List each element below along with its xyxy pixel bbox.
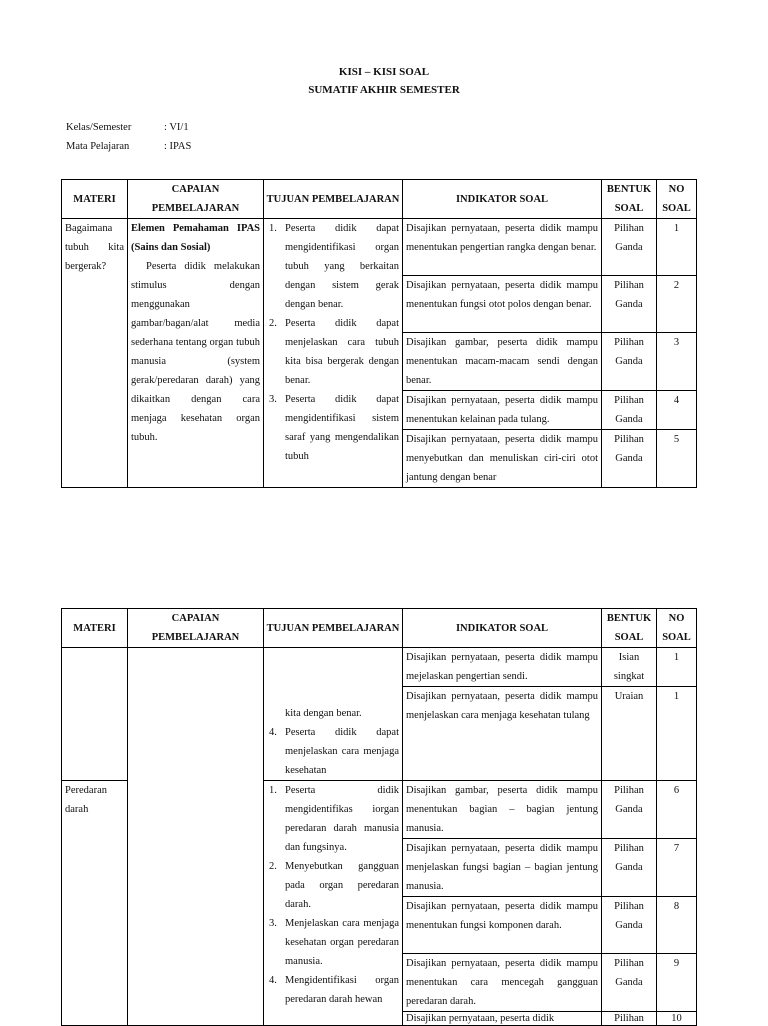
indikator-cell: Disajikan pernyataan, peserta didik mampu menentukan pengertian rangka dengan benar.: [403, 219, 602, 276]
capaian-title: Elemen Pemahaman IPAS (Sains dan Sosial): [131, 223, 260, 253]
document-title: KISI – KISI SOAL: [338, 66, 430, 78]
mapel-value: : IPAS: [164, 141, 192, 152]
table-header-row: [62, 609, 697, 648]
header-materi: MATERI: [62, 609, 128, 648]
table-header-row: [62, 180, 697, 219]
header-tujuan: TUJUAN PEMBELAJARAN: [264, 180, 403, 219]
kelas-label: Kelas/Semester: [66, 122, 132, 133]
indikator-cell: Disajikan gambar, peserta didik mampu menentukan bagian – bagian jentung manusia.: [403, 781, 602, 839]
kisi-table-1: [61, 179, 697, 488]
bentuk-cell: Pilihan Ganda: [602, 391, 657, 430]
header-tujuan: TUJUAN PEMBELAJARAN: [264, 609, 403, 648]
tujuan-list: [267, 219, 399, 466]
no-cell: 3: [657, 333, 697, 391]
bentuk-cell: Pilihan Ganda: [602, 276, 657, 333]
bentuk-cell: Pilihan Ganda: [602, 219, 657, 276]
kelas-value: : VI/1: [164, 122, 189, 133]
list-item: 3. Menjelaskan cara menjaga kesehatan organ peredaran manusia.: [269, 918, 399, 967]
no-cell: 1: [657, 648, 697, 687]
indikator-cell: Disajikan pernyataan, peserta didik mampu menyebutkan dan menuliskan ciri-ciri otot jantung dengan benar: [403, 430, 602, 488]
indikator-cell: Disajikan pernyataan, peserta didik mampu menentukan fungsi otot polos dengan benar.: [403, 276, 602, 333]
no-cell: 10: [657, 1012, 697, 1026]
indikator-cell: Disajikan pernyataan, peserta didik mampu menjelaskan cara menjaga kesehatan tulang: [403, 687, 602, 781]
kelas-row: [66, 122, 189, 133]
bentuk-cell: Pilihan Ganda: [602, 333, 657, 391]
list-item: 2. Peserta didik dapat menjelaskan cara tubuh kita bisa bergerak dengan benar.: [269, 318, 399, 386]
indikator-cell: Disajikan gambar, peserta didik mampu menentukan macam-macam sendi dengan benar.: [403, 333, 602, 391]
materi-cell-empty: [62, 648, 128, 781]
indikator-cell: Disajikan pernyataan, peserta didik mampu menentukan fungsi komponen darah.: [403, 897, 602, 954]
list-item: 4. Peserta didik dapat menjelaskan cara menjaga kesehatan: [269, 727, 399, 776]
tujuan-list: [267, 781, 399, 1009]
bentuk-cell: Pilihan Ganda: [602, 839, 657, 897]
header-bentuk: BENTUK SOAL: [602, 180, 657, 219]
table-row: [62, 648, 697, 687]
no-cell: 1: [657, 219, 697, 276]
bentuk-cell: Uraian: [602, 687, 657, 781]
header-indikator: INDIKATOR SOAL: [403, 609, 602, 648]
header-no: NO SOAL: [657, 180, 697, 219]
no-cell: 7: [657, 839, 697, 897]
no-cell: 1: [657, 687, 697, 781]
header-materi: MATERI: [62, 180, 128, 219]
header-capaian: CAPAIAN PEMBELAJARAN: [128, 609, 264, 648]
tujuan-continued-line: kita dengan benar.: [285, 708, 362, 719]
mapel-label: Mata Pelajaran: [66, 141, 130, 152]
list-item: 1. Peserta didik mengidentifikas iorgan peredaran darah manusia dan fungsinya.: [269, 785, 399, 853]
no-cell: 9: [657, 954, 697, 1012]
materi-cell: Bagaimana tubuh kita bergerak?: [62, 219, 128, 488]
capaian-cell-empty: [128, 648, 264, 1026]
header-bentuk: BENTUK SOAL: [602, 609, 657, 648]
table-row: [62, 219, 697, 276]
capaian-text: Peserta didik melakukan stimulus dengan menggunakan gambar/bagan/alat media sederhana tentang organ tubuh manusia (system gerak/peredaran darah) yang dikaitkan dengan cara menjaga kesehatan organ tubuh.: [131, 261, 260, 443]
bentuk-cell: Pilihan Ganda: [602, 897, 657, 954]
no-cell: 4: [657, 391, 697, 430]
header-no: NO SOAL: [657, 609, 697, 648]
list-item: 1. Peserta didik dapat mengidentifikasi organ tubuh yang berkaitan dengan sistem gerak dengan benar.: [269, 223, 399, 310]
bentuk-cell: Pilihan: [602, 1012, 657, 1026]
bentuk-cell: Pilihan Ganda: [602, 430, 657, 488]
mapel-row: [66, 141, 191, 152]
tujuan-continued-wrap: [267, 687, 399, 780]
indikator-cell: Disajikan pernyataan, peserta didik mampu menjelaskan fungsi bagian – bagian jentung manusia.: [403, 839, 602, 897]
tujuan-cell-continued: [264, 648, 403, 781]
indikator-cell: Disajikan pernyataan, peserta didik mampu menentukan cara mencegah gangguan peredaran darah.: [403, 954, 602, 1012]
bentuk-cell: Pilihan Ganda: [602, 781, 657, 839]
capaian-cell: [128, 219, 264, 488]
bentuk-cell: Pilihan Ganda: [602, 954, 657, 1012]
indikator-cell: Disajikan pernyataan, peserta didik mampu mejelaskan pengertian sendi.: [403, 648, 602, 687]
list-item: 4. Mengidentifikasi organ peredaran darah hewan: [269, 975, 399, 1005]
bentuk-cell: Isian singkat: [602, 648, 657, 687]
tujuan-cell: [264, 781, 403, 1026]
indikator-cell: Disajikan pernyataan, peserta didik mampu menentukan kelainan pada tulang.: [403, 391, 602, 430]
materi-cell: Peredaran darah: [62, 781, 128, 1026]
no-cell: 8: [657, 897, 697, 954]
kisi-table-2: [61, 608, 697, 1026]
no-cell: 5: [657, 430, 697, 488]
list-item: 2. Menyebutkan gangguan pada organ peredaran darah.: [269, 861, 399, 910]
document-subtitle: SUMATIF AKHIR SEMESTER: [308, 84, 460, 96]
indikator-cell: Disajikan pernyataan, peserta didik: [403, 1012, 602, 1026]
no-cell: 6: [657, 781, 697, 839]
list-item: 3. Peserta didik dapat mengidentifikasi sistem saraf yang mengendalikan tubuh: [269, 394, 399, 462]
header-indikator: INDIKATOR SOAL: [403, 180, 602, 219]
no-cell: 2: [657, 276, 697, 333]
tujuan-cell: [264, 219, 403, 488]
tujuan-list: [267, 723, 399, 780]
header-capaian: CAPAIAN PEMBELAJARAN: [128, 180, 264, 219]
